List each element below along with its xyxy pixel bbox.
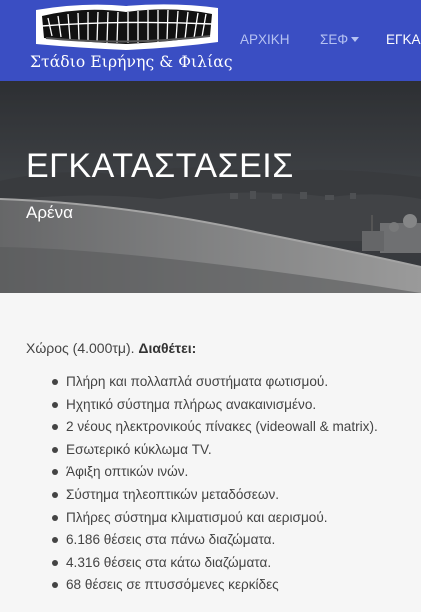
top-navbar bbox=[0, 0, 421, 81]
feature-item: Ηχητικό σύστημα πλήρως ανακαινισμένο. bbox=[50, 394, 378, 417]
hero-banner bbox=[0, 81, 421, 293]
feature-item: Άφιξη οπτικών ινών. bbox=[50, 461, 378, 484]
nav-home[interactable]: ΑΡΧΙΚΗ bbox=[240, 32, 290, 47]
caret-down-icon bbox=[351, 37, 359, 42]
site-logo[interactable] bbox=[28, 0, 233, 81]
feature-item: Σύστημα τηλεοπτικών μεταδόσεων. bbox=[50, 484, 378, 507]
feature-item: 4.316 θέσεις στα κάτω διαζώματα. bbox=[50, 552, 378, 575]
features-list bbox=[50, 371, 378, 597]
hero-background-image bbox=[0, 81, 421, 293]
logo-text: Στάδιο Ειρήνης & Φιλίας bbox=[30, 53, 233, 71]
page-subtitle: Αρένα bbox=[26, 203, 73, 222]
main-content bbox=[0, 293, 421, 612]
nav-facilities[interactable]: ΕΓΚΑ bbox=[386, 32, 421, 47]
page-title: ΕΓΚΑΤΑΣΤΑΣΕΙΣ bbox=[26, 147, 294, 185]
intro-text bbox=[26, 340, 196, 356]
stadium-logo-icon bbox=[34, 2, 220, 54]
feature-item: Εσωτερικό κύκλωμα TV. bbox=[50, 439, 378, 462]
nav-sef-label: ΣΕΦ bbox=[320, 32, 349, 47]
feature-item: 6.186 θέσεις στα πάνω διαζώματα. bbox=[50, 529, 378, 552]
feature-item: Πλήρη και πολλαπλά συστήματα φωτισμού. bbox=[50, 371, 378, 394]
feature-item: Πλήρες σύστημα κλιματισμού και αερισμού. bbox=[50, 507, 378, 530]
feature-item: 2 νέους ηλεκτρονικούς πίνακες (videowall & matrix). bbox=[50, 416, 378, 439]
intro-has-label: Διαθέτει: bbox=[138, 340, 197, 356]
feature-item: 68 θέσεις σε πτυσσόμενες κερκίδες bbox=[50, 574, 378, 597]
intro-space: Χώρος (4.000τμ). bbox=[26, 340, 135, 356]
nav-sef-dropdown[interactable] bbox=[320, 32, 359, 47]
